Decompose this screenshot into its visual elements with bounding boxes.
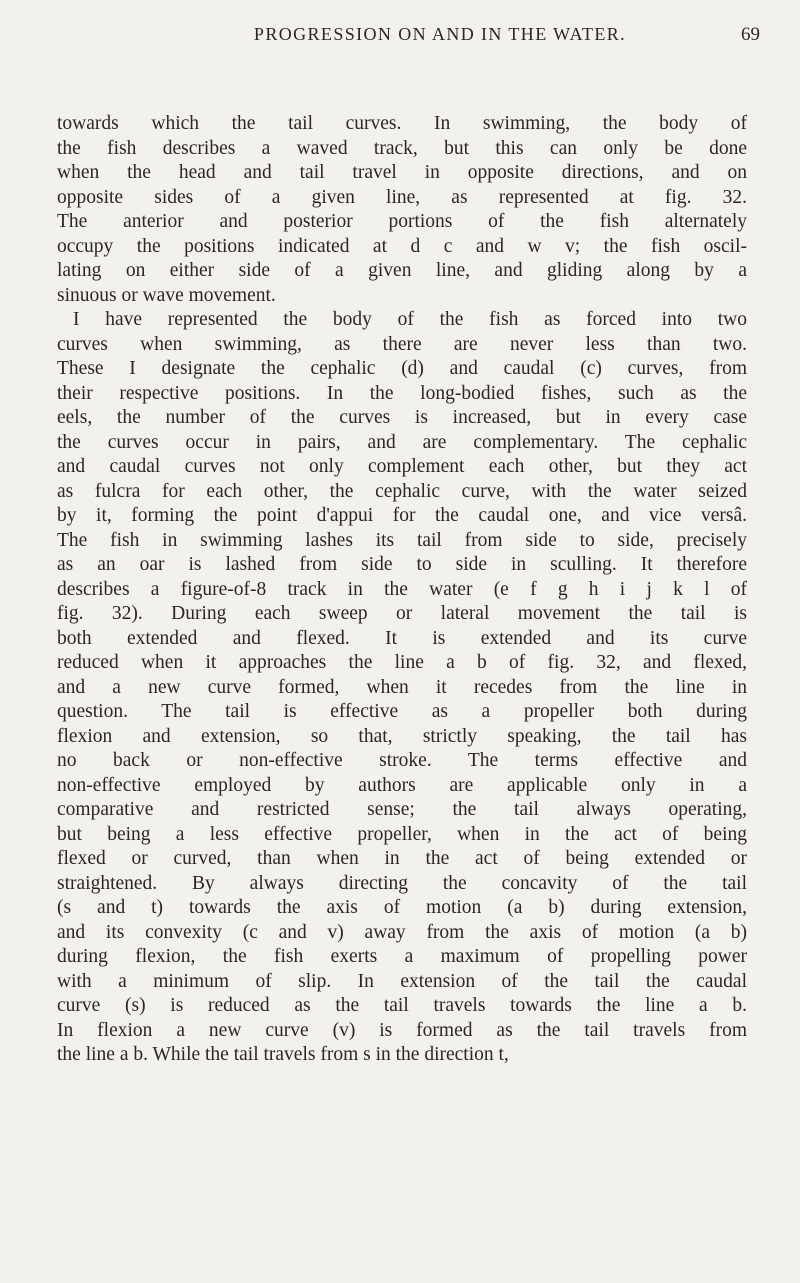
- text-line: as fulcra for each other, the cephalic curve, with the water seized: [57, 480, 747, 502]
- text-line: by it, forming the point d'appui for the caudal one, and vice versâ.: [57, 505, 747, 526]
- text-line: the fish describes a waved track, but this can only be done: [57, 137, 747, 159]
- text-line: I have represented the body of the fish as forced into two: [73, 309, 747, 330]
- text-line: and a new curve formed, when it recedes from the line in: [57, 676, 747, 698]
- text-line: towards which the tail curves. In swimming, the body of: [57, 113, 747, 134]
- text-line: with a minimum of slip. In extension of the tail the caudal: [57, 970, 747, 992]
- text-line: both extended and flexed. It is extended and its curve: [57, 627, 747, 649]
- text-line: and its convexity (c and v) away from the axis of motion (a b): [57, 921, 747, 943]
- text-line: sinuous or wave movement.: [57, 284, 276, 306]
- text-line: as an oar is lashed from side to side in sculling. It therefore: [57, 554, 747, 575]
- text-line: flexed or curved, than when in the act of being extended or: [57, 848, 747, 869]
- text-line: comparative and restricted sense; the tail always operating,: [57, 799, 747, 820]
- text-line: the curves occur in pairs, and are complementary. The cephalic: [57, 431, 747, 453]
- running-head: [120, 24, 760, 52]
- text-line: fig. 32). During each sweep or lateral movement the tail is: [57, 603, 747, 624]
- text-line: their respective positions. In the long-bodied fishes, such as the: [57, 382, 747, 404]
- text-line: during flexion, the fish exerts a maximum of propelling power: [57, 946, 747, 967]
- text-line: straightened. By always directing the concavity of the tail: [57, 872, 747, 894]
- text-line: eels, the number of the curves is increased, but in every case: [57, 407, 747, 428]
- text-line: The anterior and posterior portions of the fish alternately: [57, 211, 747, 232]
- running-title: PROGRESSION ON AND IN THE WATER.: [253, 24, 627, 44]
- text-line: reduced when it approaches the line a b of fig. 32, and flexed,: [57, 652, 747, 673]
- text-line: curves when swimming, as there are never less than two.: [57, 333, 747, 355]
- text-line: question. The tail is effective as a propeller both during: [57, 701, 747, 722]
- text-line: the line a b. While the tail travels from s in the direction t,: [57, 1044, 509, 1065]
- text-line: describes a figure-of-8 track in the water (e f g h i j k l of: [57, 578, 747, 600]
- text-line: flexion and extension, so that, strictly speaking, the tail has: [57, 725, 747, 747]
- text-line: but being a less effective propeller, when in the act of being: [57, 823, 747, 845]
- text-line: opposite sides of a given line, as represented at fig. 32.: [57, 186, 747, 208]
- text-line: (s and t) towards the axis of motion (a b) during extension,: [57, 897, 747, 918]
- text-line: when the head and tail travel in opposite directions, and on: [57, 162, 747, 183]
- text-line: These I designate the cephalic (d) and caudal (c) curves, from: [57, 358, 747, 379]
- text-line: The fish in swimming lashes its tail from side to side, precisely: [57, 529, 747, 551]
- page-number: 69: [741, 24, 760, 45]
- text-line: In flexion a new curve (v) is formed as the tail travels from: [57, 1019, 747, 1041]
- text-line: occupy the positions indicated at d c and w v; the fish oscil-: [57, 235, 747, 257]
- body-text: [57, 112, 747, 1068]
- text-line: curve (s) is reduced as the tail travels towards the line a b.: [57, 995, 747, 1016]
- text-line: no back or non-effective stroke. The terms effective and: [57, 750, 747, 771]
- text-line: lating on either side of a given line, and gliding along by a: [57, 260, 747, 281]
- text-line: non-effective employed by authors are applicable only in a: [57, 774, 747, 796]
- text-line: and caudal curves not only complement each other, but they act: [57, 456, 747, 477]
